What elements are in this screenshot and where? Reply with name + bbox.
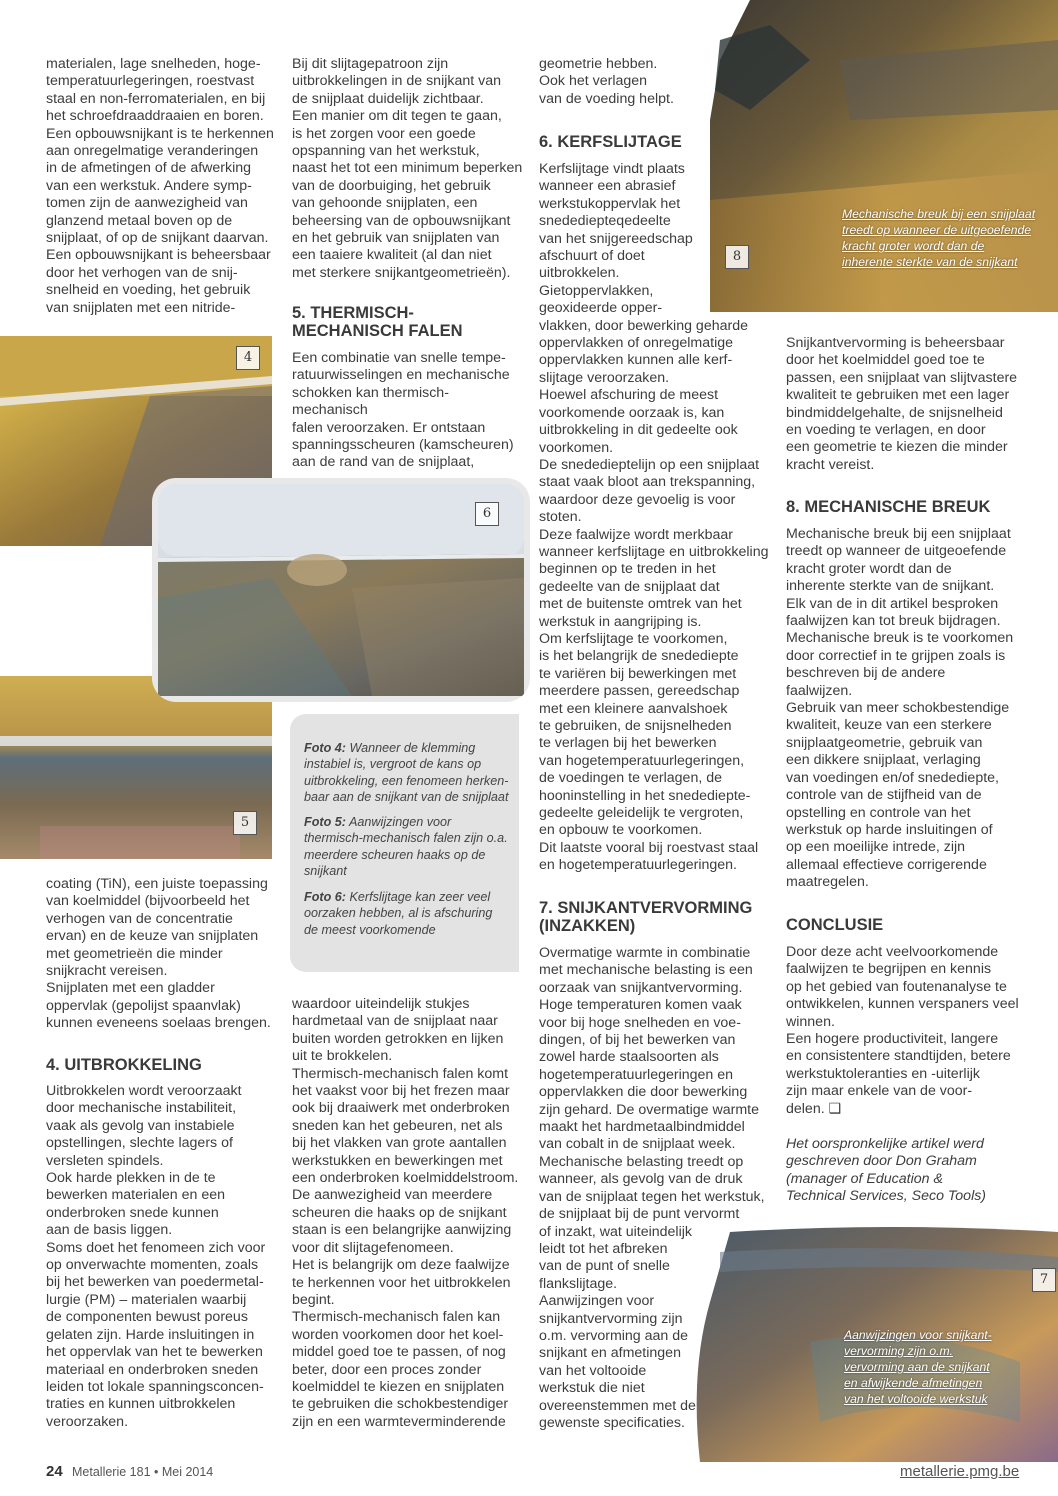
col2-top-text: Bij dit slijtagepatroon zijn uitbrokkelingen in de snijkant van de snijplaat duidelijk zichtbaar. Een manier om dit tegen te gaan, is het zorgen voor een goede opspanning van het werkstuk, naast het tot een minimum beperken van de doorbuiging, het gebruik van gehoonde snijplaten, een beheersing van de opbouwsnijkant en het gebruik van snijplaten van een taaiere kwaliteit (al dan niet met sterkere snijkantgeometrieën). — [292, 56, 523, 281]
photo-6-number: 6 — [475, 502, 499, 526]
heading-8: 8. MECHANISCHE BREUK — [786, 498, 991, 516]
col4-top-text: Snijkantvervorming is beheersbaar door het koelmiddel goed toe te passen, een snijplaat van slijtvastere kwaliteit te gebruiken met een lager bindmiddelgehalte, de snijsnelheid en voeding te verlagen, en door een geometrie te kiezen die minder kracht vereist. — [786, 335, 1018, 473]
heading-4: 4. UITBROKKELING — [46, 1056, 202, 1074]
heading-conclusie: CONCLUSIE — [786, 916, 884, 934]
caption-foto6 — [304, 889, 514, 938]
website-link[interactable]: metallerie.pmg.be — [900, 1463, 1020, 1480]
col3-body7: Overmatige warmte in combinatie met mechanische belasting is een oorzaak van snijkantvervorming. Hoge temperaturen komen vaak voor bij hoge snelheden en voe- dingen, of bij het bewerken van zowel harde staalsoorten als hogetemperatuurlegeringen en oppervlakken die door bewerking zijn gehard. De overmatige warmte maakt het hardmetaalbindmiddel van cobalt in de snijplaat week. Mechanische belasting treedt op wanneer, als gevolg van de druk van de snijplaat tegen het werkstuk, de snijplaat bij de punt vervormt of inzakt, wat uiteindelijk leidt tot het afbreken van de punt of snelle flankslijtage. Aanwijzingen voor snijkantvervorming zijn o.m. vervorming aan de snijkant en afmetingen van het voltooide werkstuk die niet overeenstemmen met de gewenste specificaties. — [539, 945, 765, 1431]
caption-foto5-text: Aanwijzingen voor thermisch-mechanisch falen zijn o.a. meerdere scheuren haaks op de snijkant — [304, 815, 508, 878]
photo-captions-box — [290, 714, 519, 972]
col2-mid-text: Een combinatie van snelle tempe- ratuurwisselingen en mechanische schokken kan thermisch-mechanisch falen veroorzaken. Er ontstaan spanningsscheuren (kamscheuren) aan de rand van de snijplaat, — [292, 350, 514, 471]
heading-7: 7. SNIJKANTVERVORMING (INZAKKEN) — [539, 899, 753, 935]
heading-6: 6. KERFSLIJTAGE — [539, 133, 682, 151]
photo-7-number: 7 — [1032, 1268, 1056, 1292]
caption-foto4-text: Wanneer de klemming instabiel is, vergroot de kans op uitbrokkeling, een fenomeen herken- baar aan de snijkant van de snijplaat — [304, 741, 509, 804]
photo-5-image — [0, 676, 272, 859]
photo-4-number: 4 — [236, 346, 260, 370]
page-number: 24 — [46, 1463, 63, 1480]
caption-foto5 — [304, 814, 514, 879]
col4-body8: Mechanische breuk bij een snijplaat treedt op wanneer de uitgeoefende kracht groter wordt dan de inherente sterkte van de snijkant. Elk van de in dit artikel besproken faalwijzen kan tot breuk bijdragen. Mechanische breuk is te voorkomen door correctief in te grijpen zoals is beschreven bij de andere faalwijzen. Gebruik van meer schokbestendige kwaliteit, keuze van een sterkere snijplaatgeometrie, gebruik van een dikkere snijplaat, verlaging van voedingen en/of snedediepte, controle van de stijfheid van de opstelling en controle van het werkstuk op harde insluitingen of op een moeilijke intrede, zijn allemaal effectieve corrigerende maatregelen. — [786, 526, 1014, 891]
author-credit: Het oorspronkelijke artikel werd geschreven door Don Graham (manager of Education & Technical Services, Seco Tools) — [786, 1136, 987, 1205]
photo-7-caption: Aanwijzingen voor snijkant- vervorming zijn o.m. vervorming aan de snijkant en afwijkende afmetingen van het voltooide werkstuk — [844, 1328, 992, 1406]
caption-foto4-label: Foto 4: — [304, 741, 346, 755]
col3-body6: Kerfslijtage vindt plaats wanneer een abrasief werkstukoppervlak het snedediepteqedeelte van het snijgereedschap afschuurt of doet uitbrokkelen. Gietoppervlakken, geoxideerde opper- vlakken, door bewerking geharde oppervlakken of onregelmatige oppervlakken kunnen alle kerf- slijtage veroorzaken. Hoewel afschuring de meest voorkomende oorzaak is, kan uitbrokkeling in dit gedeelte ook voorkomen. De snededieptelijn op een snijplaat staat vaak bloot aan trekspanning, waardoor deze gevoelig is voor stoten. Deze faalwijze wordt merkbaar wanneer kerfslijtage en uitbrokkeling beginnen op te treden in het gedeelte van de snijplaat dat met de buitenste omtrek van het werkstuk in aangrijping is. Om kerfslijtage te voorkomen, is het belangrijk de snedediepte te variëren bij bewerkingen met meerdere passen, gereedschap met een kleinere aanvalshoek te gebruiken, de snijsnelheden te verlagen bij het bewerken van hogetemperatuurlegeringen, de voedingen te verlagen, de hooninstelling in het snedediepte- gedeelte geleidelijk te vergroten, en opbouw te voorkomen. Dit laatste vooral bij roestvast staal en hogetemperatuurlegeringen. — [539, 161, 769, 874]
col1-top-text: materialen, lage snelheden, hoge- temperatuurlegeringen, roestvast staal en non-ferromaterialen, en bij het schroefdraaddraaien en boren. Een opbouwsnijkant is te herkennen aan onregelmatige veranderingen in de afmetingen of de afwerking van een werkstuk. Andere symp- tomen zijn de aanwezigheid van glanzend metaal boven op de snijplaat, of op de snijkant daarvan. Een opbouwsnijkant is beheersbaar door het verhogen van de snij- snelheid en voeding, het gebruik van snijplaten met een nitride- — [46, 56, 274, 316]
photo-8-number: 8 — [725, 245, 749, 269]
photo-5-number: 5 — [233, 811, 257, 835]
photo-6 — [152, 478, 530, 702]
col1-mid-text: coating (TiN), een juiste toepassing van koelmiddel (bijvoorbeeld het verhogen van de concentratie ervan) en de keuze van snijplaten met geometrieën die minder snijkracht vereisen. Snijplaten met een gladder oppervlak (gepolijst spaanvlak) kunnen eveneens soelaas brengen. — [46, 876, 271, 1032]
col3-top-text: geometrie hebben. Ook het verlagen van de voeding helpt. — [539, 56, 674, 107]
photo-5 — [0, 676, 272, 859]
caption-foto6-text: Kerfslijtage kan zeer veel oorzaken hebben, al is afschuring de meest voorkomende — [304, 890, 493, 937]
col2-bottom-text: waardoor uiteindelijk stukjes hardmetaal van de snijplaat naar buiten worden getrokken en lijken uit te brokkelen. Thermisch-mechanisch falen komt het vaakst voor bij het frezen maar ook bij draaiwerk met onderbroken sneden kan het gebeuren, net als bij het vlakken van grote aantallen werkstukken en bewerkingen met een onderbroken koelmiddelstroom. De aanwezigheid van meerdere scheuren die haaks op de snijkant staan is een belangrijke aanwijzing voor dit slijtagefenomeen. Het is belangrijk om deze faalwijze te herkennen voor het uitbrokkelen begint. Thermisch-mechanisch falen kan worden voorkomen door het koel- middel goed toe te passen, of nog beter, door een proces zonder koelmiddel te kiezen en snijplaten te gebruiken die schokbestendiger zijn en een warmteverminderende — [292, 996, 519, 1430]
caption-foto5-label: Foto 5: — [304, 815, 346, 829]
caption-foto6-label: Foto 6: — [304, 890, 346, 904]
col1-bottom-text: Uitbrokkelen wordt veroorzaakt door mechanische instabiliteit, vaak als gevolg van instabiele opstellingen, slechte lagers of versleten spindels. Ook harde plekken in de te bewerken materialen en een onderbroken snede kunnen aan de basis liggen. Soms doet het fenomeen zich voor op onverwachte momenten, zoals bij het bewerken van poedermetal- lurgie (PM) – materialen waarbij de componenten bewust poreus gelaten zijn. Harde insluitingen in het oppervlak van het te bewerken materiaal en onderbroken sneden leiden tot lokale spanningsconcen- traties en kunnen uitbrokkelen veroorzaken. — [46, 1083, 266, 1430]
heading-5: 5. THERMISCH- MECHANISCH FALEN — [292, 304, 463, 340]
issue-info: Metallerie 181 • Mei 2014 — [72, 1465, 214, 1479]
col4-conclusie-text: Door deze acht veelvoorkomende faalwijzen te begrijpen en kennis op het gebied van foutenanalyse te ontwikkelen, kunnen verspaners veel winnen. Een hogere productiviteit, langere en consistentere standtijden, betere werkstuktoleranties en -uiterlijk zijn maar enkele van de voor- delen. ❑ — [786, 944, 1019, 1117]
caption-foto4 — [304, 740, 514, 805]
photo-6-image — [152, 478, 530, 702]
photo-8-caption: Mechanische breuk bij een snijplaat treedt op wanneer de uitgeoefende kracht groter wordt dan de inherente sterkte van de snijkant — [842, 207, 1036, 269]
